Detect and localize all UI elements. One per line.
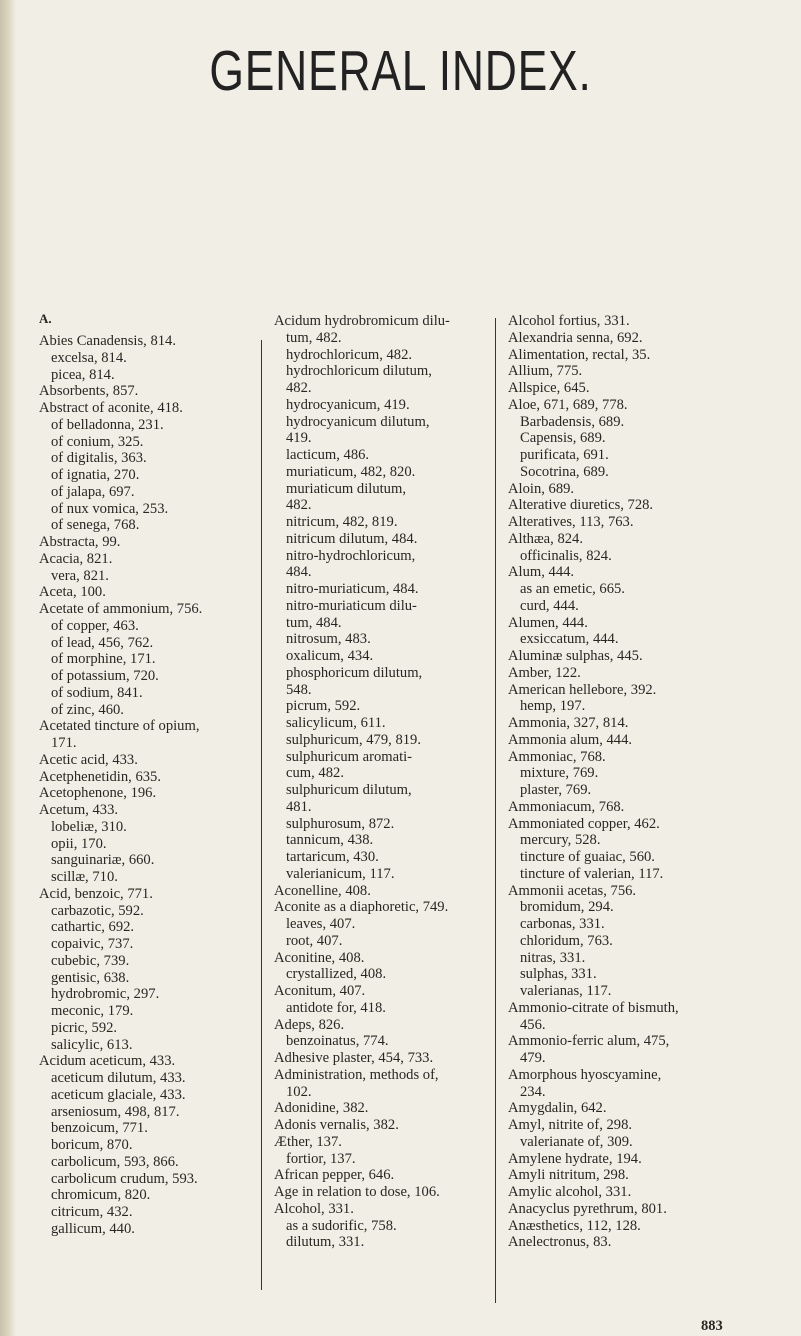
index-entry: Ammonia, 327, 814. <box>508 715 629 731</box>
index-entry: Abstract of aconite, 418. <box>39 400 183 416</box>
index-subentry: of copper, 463. <box>51 617 139 634</box>
page-number: 883 <box>701 1318 723 1334</box>
index-entry: Acetum, 433. <box>39 802 119 818</box>
index-subentry: as an emetic, 665. <box>520 581 625 597</box>
index-subentry: 482. <box>286 380 312 396</box>
index-entry: Acetphenetidin, 635. <box>39 768 161 785</box>
index-entry: Alum, 444. <box>508 564 575 581</box>
index-subentry: root, 407. <box>286 932 343 949</box>
index-entry: Alteratives, 113, 763. <box>508 514 634 530</box>
index-subentry: salicylic, 613. <box>51 1036 133 1053</box>
index-subentry: 481. <box>286 798 312 815</box>
page-gutter-shadow <box>0 0 16 1336</box>
index-subentry: aceticum dilutum, 433. <box>51 1070 186 1086</box>
index-entry: Administration, methods of, <box>274 1066 439 1083</box>
index-subentry: vera, 821. <box>51 567 109 584</box>
index-subentry: nitro-hydrochloricum, <box>286 547 416 564</box>
index-subentry: exsiccatum, 444. <box>520 631 619 648</box>
index-subentry: nitricum, 482, 819. <box>286 514 398 530</box>
index-subentry: hydrocyanicum, 419. <box>286 396 410 413</box>
index-entry: Amylene hydrate, 194. <box>508 1150 642 1167</box>
index-subentry: purificata, 691. <box>520 447 609 463</box>
index-entry: Amorphous hyoscyamine, <box>508 1066 662 1083</box>
index-subentry: hydrochloricum dilutum, <box>286 363 432 380</box>
index-subentry: phosphoricum dilutum, <box>286 664 423 681</box>
index-subentry: sulphuricum aromati- <box>286 748 413 765</box>
index-entry: Aluminæ sulphas, 445. <box>508 648 643 664</box>
index-subentry: as a sudorific, 758. <box>286 1217 397 1234</box>
index-subentry: sulphuricum, 479, 819. <box>286 731 421 748</box>
index-entry: Althæa, 824. <box>508 530 583 547</box>
index-subentry: sulphuricum dilutum, <box>286 782 412 798</box>
index-subentry: picric, 592. <box>51 1019 118 1036</box>
index-subentry: hemp, 197. <box>520 698 586 715</box>
index-column-1 <box>39 333 202 1238</box>
column-divider-1 <box>261 340 262 1290</box>
index-entry: Aceta, 100. <box>39 584 106 601</box>
index-entry: Abies Canadensis, 814. <box>39 333 177 349</box>
index-entry: Aloe, 671, 689, 778. <box>508 396 628 413</box>
index-entry: Ammoniacum, 768. <box>508 798 625 815</box>
index-subentry: of jalapa, 697. <box>51 483 135 500</box>
index-entry: Amyl, nitrite of, 298. <box>508 1117 633 1133</box>
index-subentry: tincture of valerian, 117. <box>520 865 664 882</box>
index-subentry: 482. <box>286 497 312 514</box>
index-subentry: mixture, 769. <box>520 765 599 782</box>
index-subentry: boricum, 870. <box>51 1137 133 1153</box>
index-entry: Amygdalin, 642. <box>508 1100 607 1117</box>
column-divider-2 <box>495 318 496 1303</box>
index-entry: Aconelline, 408. <box>274 882 371 899</box>
index-entry: American hellebore, 392. <box>508 681 657 698</box>
index-entry: Anelectronus, 83. <box>508 1234 612 1251</box>
index-subentry: benzoinatus, 774. <box>286 1033 389 1050</box>
index-subentry: picea, 814. <box>51 366 115 383</box>
index-entry: Alexandria senna, 692. <box>508 329 643 346</box>
index-subentry: of ignatia, 270. <box>51 467 140 483</box>
index-subentry: oxalicum, 434. <box>286 648 374 664</box>
index-subentry: of belladonna, 231. <box>51 416 164 433</box>
index-subentry: of conium, 325. <box>51 433 144 450</box>
index-subentry: 484. <box>286 564 312 581</box>
index-entry: Alumen, 444. <box>508 614 588 631</box>
index-subentry: carbolicum, 593, 866. <box>51 1153 179 1170</box>
index-entry: Ammonia alum, 444. <box>508 731 633 748</box>
index-subentry: bromidum, 294. <box>520 899 614 916</box>
index-subentry: 102. <box>286 1083 312 1100</box>
index-entry: Amylic alcohol, 331. <box>508 1184 632 1200</box>
index-entry: Age in relation to dose, 106. <box>274 1184 440 1200</box>
index-subentry: aceticum glaciale, 433. <box>51 1086 186 1103</box>
page-title: GENERAL INDEX. <box>209 39 592 103</box>
index-entry: Adonis vernalis, 382. <box>274 1117 399 1133</box>
index-subentry: curd, 444. <box>520 597 579 614</box>
index-subentry: hydrobromic, 297. <box>51 986 160 1003</box>
index-subentry: Capensis, 689. <box>520 430 606 447</box>
index-subentry: nitras, 331. <box>520 949 586 966</box>
index-subentry: muriaticum dilutum, <box>286 480 406 497</box>
index-subentry: lobeliæ, 310. <box>51 818 127 835</box>
index-subentry: plaster, 769. <box>520 782 592 798</box>
index-subentry: hydrochloricum, 482. <box>286 346 413 363</box>
index-entry: Anæsthetics, 112, 128. <box>508 1217 641 1234</box>
index-entry: Alimentation, rectal, 35. <box>508 346 651 363</box>
index-subentry: tum, 484. <box>286 614 342 631</box>
index-subentry: of senega, 768. <box>51 517 140 534</box>
index-entry: Ammonio-citrate of bismuth, <box>508 999 679 1016</box>
index-subentry: of lead, 456, 762. <box>51 634 154 651</box>
index-subentry: copaivic, 737. <box>51 936 134 952</box>
index-subentry: chloridum, 763. <box>520 932 613 949</box>
index-subentry: of nux vomica, 253. <box>51 500 169 517</box>
index-subentry: of potassium, 720. <box>51 668 159 684</box>
index-entry: Aconitum, 407. <box>274 983 366 999</box>
index-entry: Abstracta, 99. <box>39 534 121 550</box>
index-subentry: 171. <box>51 735 77 751</box>
index-subentry: arseniosum, 498, 817. <box>51 1103 180 1120</box>
index-subentry: gentisic, 638. <box>51 969 130 986</box>
index-entry: Adhesive plaster, 454, 733. <box>274 1050 434 1066</box>
index-subentry: of sodium, 841. <box>51 684 143 701</box>
index-entry: Ammoniac, 768. <box>508 748 606 765</box>
index-subentry: 419. <box>286 430 312 447</box>
index-entry: Alcohol fortius, 331. <box>508 313 630 329</box>
index-subentry: scillæ, 710. <box>51 869 118 885</box>
index-entry: Acetate of ammonium, 756. <box>39 601 203 617</box>
index-subentry: chromicum, 820. <box>51 1187 151 1204</box>
index-subentry: carbazotic, 592. <box>51 902 144 919</box>
index-subentry: antidote for, 418. <box>286 999 386 1016</box>
index-entry: Adonidine, 382. <box>274 1100 369 1117</box>
index-subentry: nitro-muriaticum dilu- <box>286 597 417 614</box>
index-subentry: carbonas, 331. <box>520 916 605 932</box>
index-subentry: cum, 482. <box>286 765 344 782</box>
index-entry: Acidum aceticum, 433. <box>39 1053 176 1070</box>
index-subentry: cathartic, 692. <box>51 919 135 936</box>
index-subentry: carbolicum crudum, 593. <box>51 1170 198 1187</box>
index-subentry: fortior, 137. <box>286 1150 356 1167</box>
index-subentry: leaves, 407. <box>286 916 356 932</box>
index-entry: Anacyclus pyrethrum, 801. <box>508 1200 667 1217</box>
index-subentry: crystallized, 408. <box>286 966 387 983</box>
index-entry: Ammonio-ferric alum, 475, <box>508 1033 670 1050</box>
index-subentry: valerianas, 117. <box>520 983 612 999</box>
index-entry: Amyli nitritum, 298. <box>508 1167 629 1184</box>
index-entry: Acacia, 821. <box>39 550 113 567</box>
index-subentry: of morphine, 171. <box>51 651 156 668</box>
index-entry: Ammoniated copper, 462. <box>508 815 660 832</box>
index-subentry: of digitalis, 363. <box>51 450 147 467</box>
index-subentry: salicylicum, 611. <box>286 715 386 731</box>
index-subentry: 234. <box>520 1083 546 1100</box>
index-entry: Acetophenone, 196. <box>39 785 157 802</box>
index-subentry: picrum, 592. <box>286 698 361 715</box>
index-entry: Alcohol, 331. <box>274 1200 354 1217</box>
index-entry: Allium, 775. <box>508 363 583 380</box>
index-subentry: tartaricum, 430. <box>286 849 379 865</box>
index-entry: Alterative diuretics, 728. <box>508 497 654 514</box>
index-entry: Acid, benzoic, 771. <box>39 885 153 902</box>
index-entry: Æther, 137. <box>274 1133 342 1150</box>
index-column-3 <box>508 313 679 1251</box>
index-subentry: tannicum, 438. <box>286 832 374 849</box>
index-entry: Aloin, 689. <box>508 480 575 497</box>
index-entry: African pepper, 646. <box>274 1167 395 1184</box>
index-subentry: meconic, 179. <box>51 1003 134 1019</box>
index-subentry: muriaticum, 482, 820. <box>286 463 416 480</box>
index-subentry: citricum, 432. <box>51 1204 133 1220</box>
index-subentry: tincture of guaiac, 560. <box>520 849 655 865</box>
index-subentry: of zinc, 460. <box>51 701 124 718</box>
index-subentry: 479. <box>520 1050 546 1066</box>
index-entry: Adeps, 826. <box>274 1016 345 1033</box>
index-subentry: nitricum dilutum, 484. <box>286 530 418 547</box>
index-subentry: Socotrina, 689. <box>520 463 609 480</box>
index-subentry: benzoicum, 771. <box>51 1120 148 1137</box>
index-entry: Allspice, 645. <box>508 380 590 396</box>
index-column-2 <box>274 313 450 1251</box>
index-entry: Amber, 122. <box>508 664 581 681</box>
index-subentry: valerianate of, 309. <box>520 1133 633 1150</box>
section-letter: A. <box>39 311 52 326</box>
index-subentry: 456. <box>520 1016 546 1033</box>
index-entry: Aconite as a diaphoretic, 749. <box>274 899 449 916</box>
index-subentry: sulphurosum, 872. <box>286 815 395 832</box>
index-subentry: dilutum, 331. <box>286 1234 365 1251</box>
index-subentry: opii, 170. <box>51 835 107 852</box>
index-subentry: Barbadensis, 689. <box>520 413 625 430</box>
index-entry: Aconitine, 408. <box>274 949 365 966</box>
index-subentry: tum, 482. <box>286 329 342 346</box>
index-subentry: sanguinariæ, 660. <box>51 852 155 869</box>
index-subentry: mercury, 528. <box>520 832 601 849</box>
index-subentry: hydrocyanicum dilutum, <box>286 413 430 430</box>
index-subentry: lacticum, 486. <box>286 447 370 463</box>
index-subentry: valerianicum, 117. <box>286 865 395 882</box>
index-subentry: excelsa, 814. <box>51 349 127 366</box>
index-subentry: officinalis, 824. <box>520 547 612 564</box>
index-subentry: sulphas, 331. <box>520 966 597 983</box>
index-subentry: cubebic, 739. <box>51 952 130 969</box>
index-entry: Acetated tincture of opium, <box>39 718 200 735</box>
index-subentry: nitrosum, 483. <box>286 631 371 648</box>
index-subentry: nitro-muriaticum, 484. <box>286 581 419 597</box>
index-entry: Acetic acid, 433. <box>39 751 138 768</box>
index-entry: Acidum hydrobromicum dilu- <box>274 313 450 329</box>
index-subentry: 548. <box>286 681 312 698</box>
index-subentry: gallicum, 440. <box>51 1220 135 1237</box>
index-entry: Ammonii acetas, 756. <box>508 882 637 899</box>
index-entry: Absorbents, 857. <box>39 383 139 400</box>
